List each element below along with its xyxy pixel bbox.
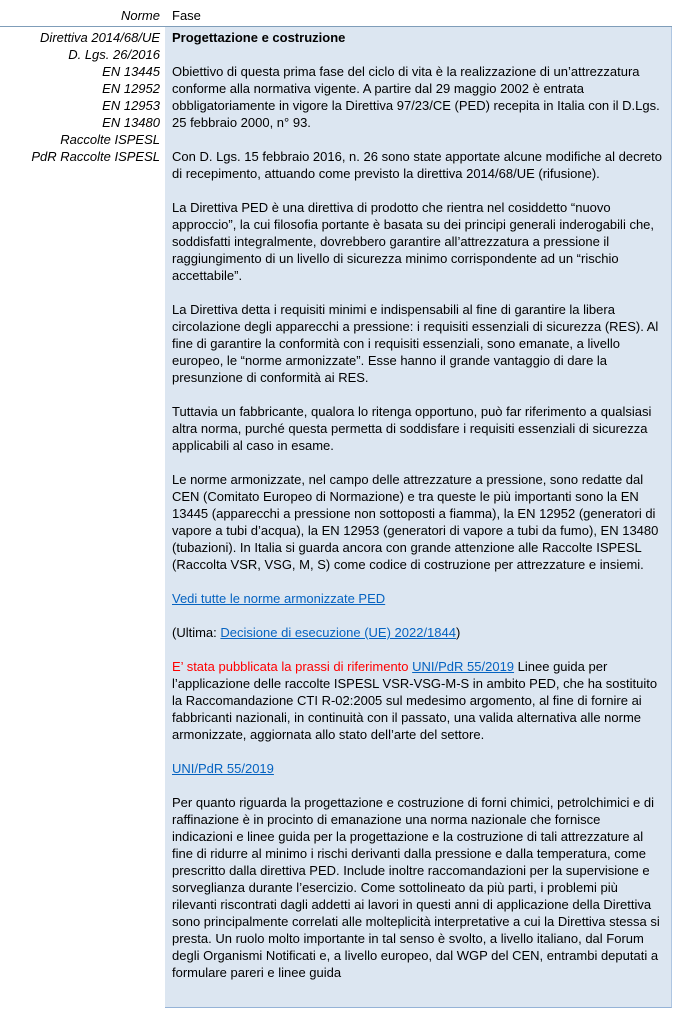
body-text: Le norme armonizzate, nel campo delle attrezzature a pressione, sono redatte dal CEN (Comitato Europeo di Normazione) e tra queste le più importanti sono la EN 13445 (apparecchi a pressione non sottoposti a fiamma), la EN 12952 (generatori di vapore a tubi d’acqua), la EN 12953 (generatori di vapore a tubi da fumo), EN 13480 (tubazioni). In Italia si guarda ancora con grande attenzione alle Raccolte ISPESL (Raccolta VSR, VSG, M, S) come codice di costruzione per attrezzature e insiemi. xyxy=(172,472,659,572)
link-uni-pdr-55-2019[interactable]: UNI/PdR 55/2019 xyxy=(172,761,274,776)
norm-item: EN 13480 xyxy=(102,115,160,130)
paragraph xyxy=(172,658,664,743)
paragraph xyxy=(172,403,664,454)
body-text: (Ultima: xyxy=(172,625,221,640)
body-text: Per quanto riguarda la progettazione e costruzione di forni chimici, petrolchimici e di raffinazione è in procinto di emanazione una norma nazionale che fornisce indicazioni e linee guida per la progettazione e la costruzione di tali attrezzature al fine di ridurre al minimo i rischi derivanti dalla pressione e dalla temperatura, come prescritto dalla direttiva PED. Include inoltre raccomandazioni per la supervisione e sorveglianza durante l’esercizio. Come sottolineato da più parti, i problemi più rilevanti riscontrati dagli addetti ai lavori in questi anni di applicazione della Direttiva sono principalmente correlati alle molteplicità interpretative a cui la Direttiva stessa si presta. Un ruolo molto importante in tal senso è svolto, a livello italiano, dal Forum degli Organismi Notificati e, a livello europeo, dal WGP del CEN, entrambi deputati a formulare pareri e linee guida xyxy=(172,795,660,980)
table-header-row xyxy=(0,7,672,27)
paragraph xyxy=(172,63,664,131)
paragraph xyxy=(172,199,664,284)
norm-item: EN 12952 xyxy=(102,81,160,96)
norm-item: Direttiva 2014/68/UE xyxy=(40,30,160,45)
body-text: Obiettivo di questa prima fase del ciclo di vita è la realizzazione di un’attrezzatura conforme alla normativa vigente. A partire dal 29 maggio 2002 è entrata obbligatoriamente in vigore la Direttiva 97/23/CE (PED) recepita in Italia con il D.Lgs. 25 febbraio 2000, n° 93. xyxy=(172,64,660,130)
link-norme-armonizzate-ped[interactable]: Vedi tutte le norme armonizzate PED xyxy=(172,591,386,606)
paragraph xyxy=(172,794,664,981)
highlighted-text: E’ stata pubblicata la prassi di riferimento xyxy=(172,659,413,674)
body-text: Linee guida per l’applicazione delle raccolte ISPESL VSR-VSG-M-S in ambito PED, che ha sostituito la Raccomandazione CTI R-02:2005 sul medesimo argomento, al fine di fornire ai fabbricanti nazionali, in continuità con il passato, una valida alternativa alle norme armonizzate, aggiornata allo stato dell’arte del settore. xyxy=(172,659,658,742)
fase-title: Progettazione e costruzione xyxy=(172,30,346,45)
norm-item: Raccolte ISPESL xyxy=(60,132,160,147)
norm-item: EN 13445 xyxy=(102,64,160,79)
body-text: Tuttavia un fabbricante, qualora lo ritenga opportuno, può far riferimento a qualsiasi altra norma, purché questa permetta di soddisfare i requisiti essenziali di sicurezza applicabili al caso in esame. xyxy=(172,404,652,453)
paragraph xyxy=(172,624,664,641)
paragraph xyxy=(172,301,664,386)
fase-paragraphs xyxy=(172,63,664,981)
paragraph xyxy=(172,760,664,777)
body-text: Con D. Lgs. 15 febbraio 2016, n. 26 sono state apportate alcune modifiche al decreto di recepimento, attuando come previsto la direttiva 2014/68/UE (rifusione). xyxy=(172,149,662,181)
paragraph xyxy=(172,148,664,182)
norm-item: PdR Raccolte ISPESL xyxy=(31,149,160,164)
paragraph xyxy=(172,590,664,607)
link-decisione-esecuzione-2022-1844[interactable]: Decisione di esecuzione (UE) 2022/1844 xyxy=(220,625,456,640)
norm-item: EN 12953 xyxy=(102,98,160,113)
fase-column-header: Fase xyxy=(172,8,201,23)
body-text: La Direttiva detta i requisiti minimi e indispensabili al fine di garantire la libera circolazione degli apparecchi a pressione: i requisiti essenziali di sicurezza (RES). Al fine di garantire la conformità con i requisiti essenziali, sono emanate, a livello europeo, le “norme armonizzate”. Esse hanno il grande vantaggio di dare la presunzione di conformità ai RES. xyxy=(172,302,659,385)
paragraph xyxy=(172,471,664,573)
norme-column-header: Norme xyxy=(120,8,160,23)
fase-cell xyxy=(165,27,672,1008)
body-text: ) xyxy=(455,625,461,640)
norm-item: D. Lgs. 26/2016 xyxy=(68,47,160,62)
body-text: La Direttiva PED è una direttiva di prodotto che rientra nel cosiddetto “nuovo approccio”, la cui filosofia portante è basata su dei principi generali inderogabili che, soddisfatti integralmente, dovrebbero garantire all’attrezzatura a pressione il raggiungimento di un livello di sicurezza minimo corrispondente ad un “rischio accettabile”. xyxy=(172,200,655,283)
norms-list xyxy=(0,27,160,1008)
link-uni-pdr-55-2019[interactable]: UNI/PdR 55/2019 xyxy=(412,659,515,674)
table-body-row xyxy=(0,27,672,1008)
